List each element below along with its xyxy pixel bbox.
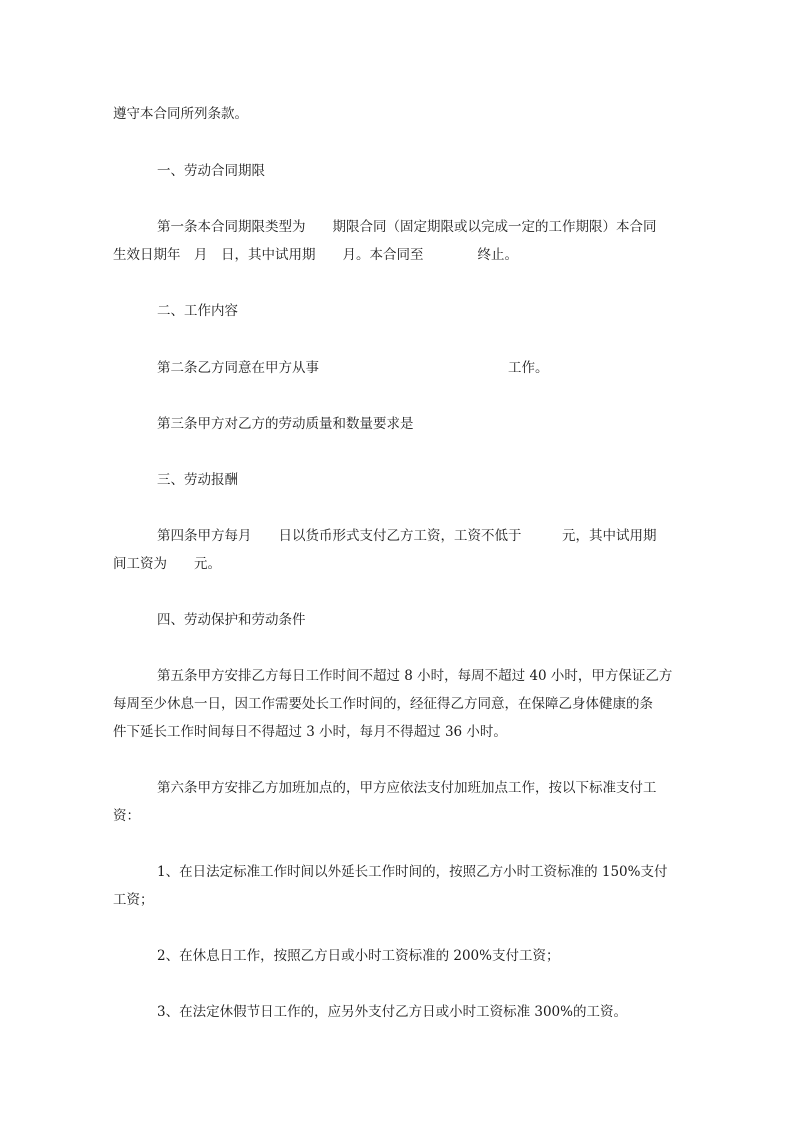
paragraph-line: 第三条甲方对乙方的劳动质量和数量要求是 [157, 416, 414, 432]
list-item: 2、在休息日工作，按照乙方日或小时工资标准的 200%支付工资； [157, 948, 560, 964]
section-heading: 一、劳动合同期限 [157, 163, 265, 179]
paragraph-line: 第六条甲方安排乙方加班加点的，甲方应依法支付加班加点工作，按以下标准支付工 [157, 780, 657, 796]
section-heading: 三、劳动报酬 [157, 472, 238, 488]
list-item: 1、在日法定标准工作时间以外延长工作时间的，按照乙方小时工资标准的 150%支付 [157, 864, 668, 880]
paragraph-line: 间工资为 元。 [113, 556, 221, 572]
paragraph-line: 第一条本合同期限类型为 期限合同（固定期限或以完成一定的工作期限）本合同 [157, 219, 657, 235]
paragraph-line: 遵守本合同所列条款。 [113, 106, 248, 122]
paragraph-line: 件下延长工作时间每日不得超过 3 小时，每月不得超过 36 小时。 [113, 724, 507, 740]
list-item: 3、在法定休假节日工作的，应另外支付乙方日或小时工资标准 300%的工资。 [157, 1004, 627, 1020]
paragraph-line: 第五条甲方安排乙方每日工作时间不超过 8 小时，每周不超过 40 小时，甲方保证乙方 [157, 668, 673, 684]
paragraph-line: 第四条甲方每月 日以货币形式支付乙方工资，工资不低于 元，其中试用期 [157, 528, 657, 544]
section-heading: 二、工作内容 [157, 303, 238, 319]
paragraph-line: 每周至少休息一日，因工作需要处长工作时间的，经征得乙方同意，在保障乙身体健康的条 [113, 696, 653, 712]
section-heading: 四、劳动保护和劳动条件 [157, 612, 306, 628]
paragraph-line: 工资； [113, 892, 154, 908]
paragraph-line: 资： [113, 808, 140, 824]
paragraph-line: 第二条乙方同意在甲方从事 工作。 [157, 360, 549, 376]
paragraph-line: 生效日期年 月 日，其中试用期 月。本合同至 终止。 [113, 247, 518, 263]
